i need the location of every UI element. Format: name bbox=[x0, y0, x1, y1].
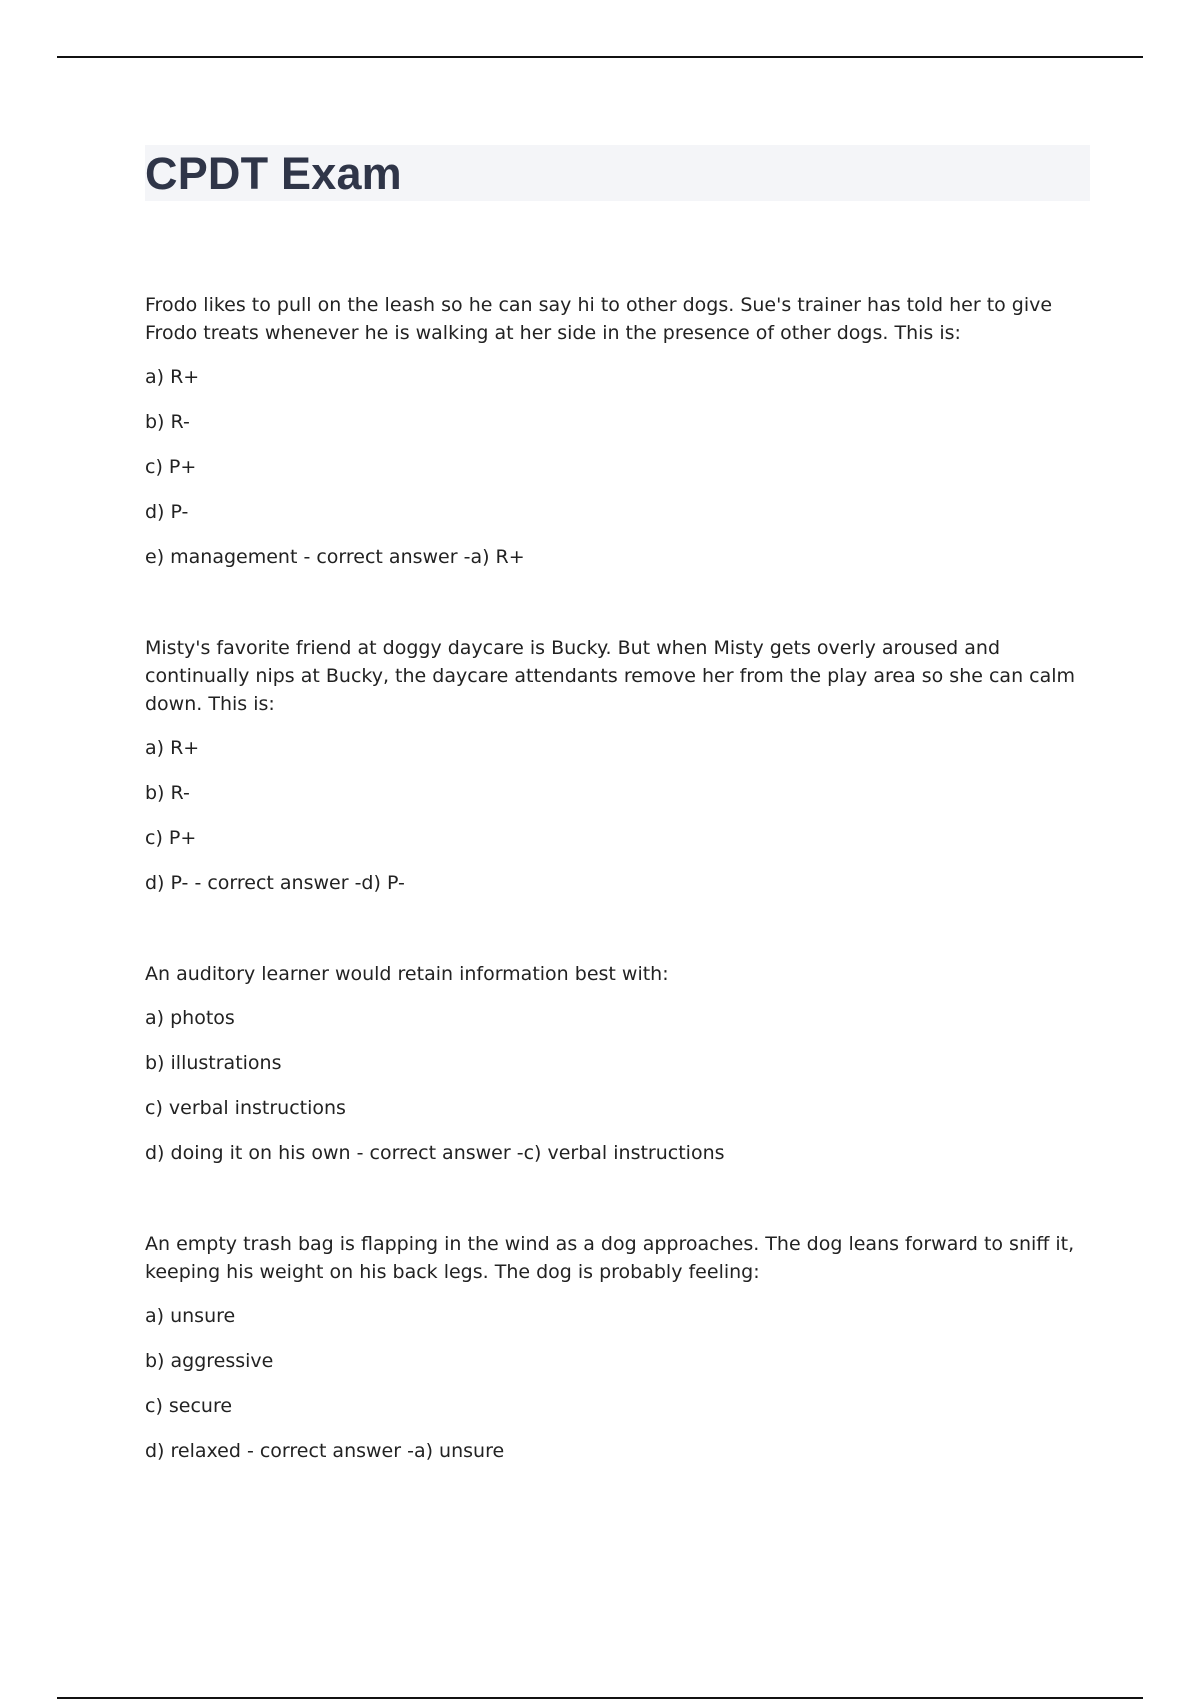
answer-option: b) R- bbox=[145, 411, 190, 433]
question-text: An empty trash bag is flapping in the wind as a dog approaches. The dog leans forward to sniff it, keeping his weight on his back legs. The dog is probably feeling: bbox=[145, 1233, 1075, 1283]
top-rule bbox=[57, 56, 1143, 58]
answer-option: b) R- bbox=[145, 782, 190, 804]
answer-options bbox=[145, 1302, 1090, 1465]
question-2 bbox=[145, 634, 1090, 897]
answer-option: d) doing it on his own - correct answer -c) verbal instructions bbox=[145, 1142, 725, 1164]
answer-option: b) illustrations bbox=[145, 1052, 282, 1074]
answer-option: c) secure bbox=[145, 1395, 233, 1417]
bottom-rule bbox=[57, 1697, 1143, 1699]
answer-option: e) management - correct answer -a) R+ bbox=[145, 546, 525, 568]
answer-options bbox=[145, 363, 1090, 571]
answer-option: d) P- - correct answer -d) P- bbox=[145, 872, 405, 894]
answer-option: a) R+ bbox=[145, 737, 200, 759]
question-text: An auditory learner would retain information best with: bbox=[145, 963, 669, 985]
answer-options bbox=[145, 1004, 1090, 1167]
answer-option: a) R+ bbox=[145, 366, 200, 388]
question-text: Frodo likes to pull on the leash so he can say hi to other dogs. Sue's trainer has told her to give Frodo treats whenever he is walking at her side in the presence of other dogs. This is: bbox=[145, 294, 1053, 344]
title-band bbox=[145, 145, 1090, 201]
answer-option: b) aggressive bbox=[145, 1350, 274, 1372]
question-3 bbox=[145, 960, 1090, 1167]
page-title: CPDT Exam bbox=[145, 147, 402, 199]
question-text: Misty's favorite friend at doggy daycare is Bucky. But when Misty gets overly aroused and continually nips at Bucky, the daycare attendants remove her from the play area so she can calm down. This is: bbox=[145, 637, 1076, 715]
answer-option: a) photos bbox=[145, 1007, 235, 1029]
question-1 bbox=[145, 291, 1090, 571]
document-body bbox=[145, 145, 1090, 1528]
answer-option: c) P+ bbox=[145, 827, 197, 849]
answer-options bbox=[145, 734, 1090, 897]
answer-option: d) P- bbox=[145, 501, 189, 523]
answer-option: a) unsure bbox=[145, 1305, 236, 1327]
question-4 bbox=[145, 1230, 1090, 1465]
answer-option: c) verbal instructions bbox=[145, 1097, 346, 1119]
answer-option: c) P+ bbox=[145, 456, 197, 478]
answer-option: d) relaxed - correct answer -a) unsure bbox=[145, 1440, 505, 1462]
